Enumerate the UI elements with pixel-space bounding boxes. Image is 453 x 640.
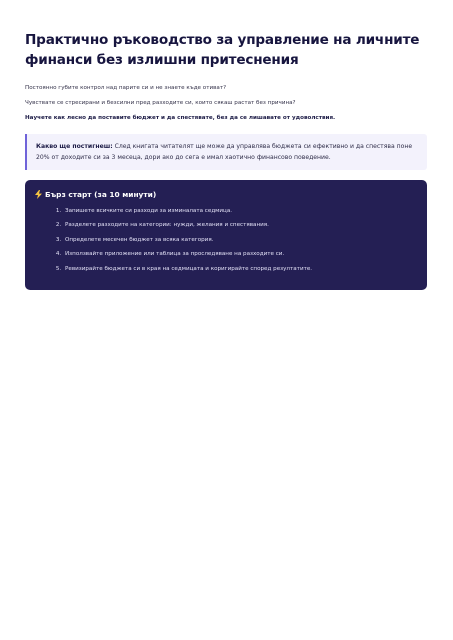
quick-start-title: Бърз старт (за 10 минути) <box>45 190 157 199</box>
lightning-bolt-icon <box>35 190 42 199</box>
page-title: Практично ръководство за управление на личните финанси без излишни притеснения <box>25 32 420 68</box>
list-item: 5. Ревизирайте бюджета си в края на седмицата и коригирайте според резултатите. <box>63 262 417 276</box>
quick-start-steps <box>35 204 417 276</box>
callout-text: След книгата читателят ще може да управлява бюджета си ефективно и да спестява поне 20% от доходите си за 3 месеца, дори ако до сега е имал хаотично финансово поведение. <box>36 143 413 161</box>
outcome-callout <box>25 134 427 170</box>
list-item: 1. Запишете всичките си разходи за изминалата седмица. <box>63 204 417 218</box>
intro-paragraph-1: Постоянно губите контрол над парите си и не знаете къде отиват? <box>25 85 227 91</box>
quick-start-header <box>35 189 417 200</box>
intro-paragraph-2: Чувствате се стресирани и безсилни пред разходите си, които сякаш растат без причина? <box>25 100 296 106</box>
intro-paragraph-3: Научете как лесно да поставите бюджет и да спестявате, без да се лишавате от удоволствия. <box>25 115 336 121</box>
list-item: 2. Разделете разходите на категории: нужди, желания и спестявания. <box>63 218 417 232</box>
document-page <box>25 30 427 290</box>
callout-label: Какво ще постигнеш: <box>36 143 113 150</box>
list-item: 3. Определете месечен бюджет за всяка категория. <box>63 233 417 247</box>
list-item: 4. Използвайте приложение или таблица за проследяване на разходите си. <box>63 247 417 261</box>
quick-start-panel <box>25 180 427 290</box>
